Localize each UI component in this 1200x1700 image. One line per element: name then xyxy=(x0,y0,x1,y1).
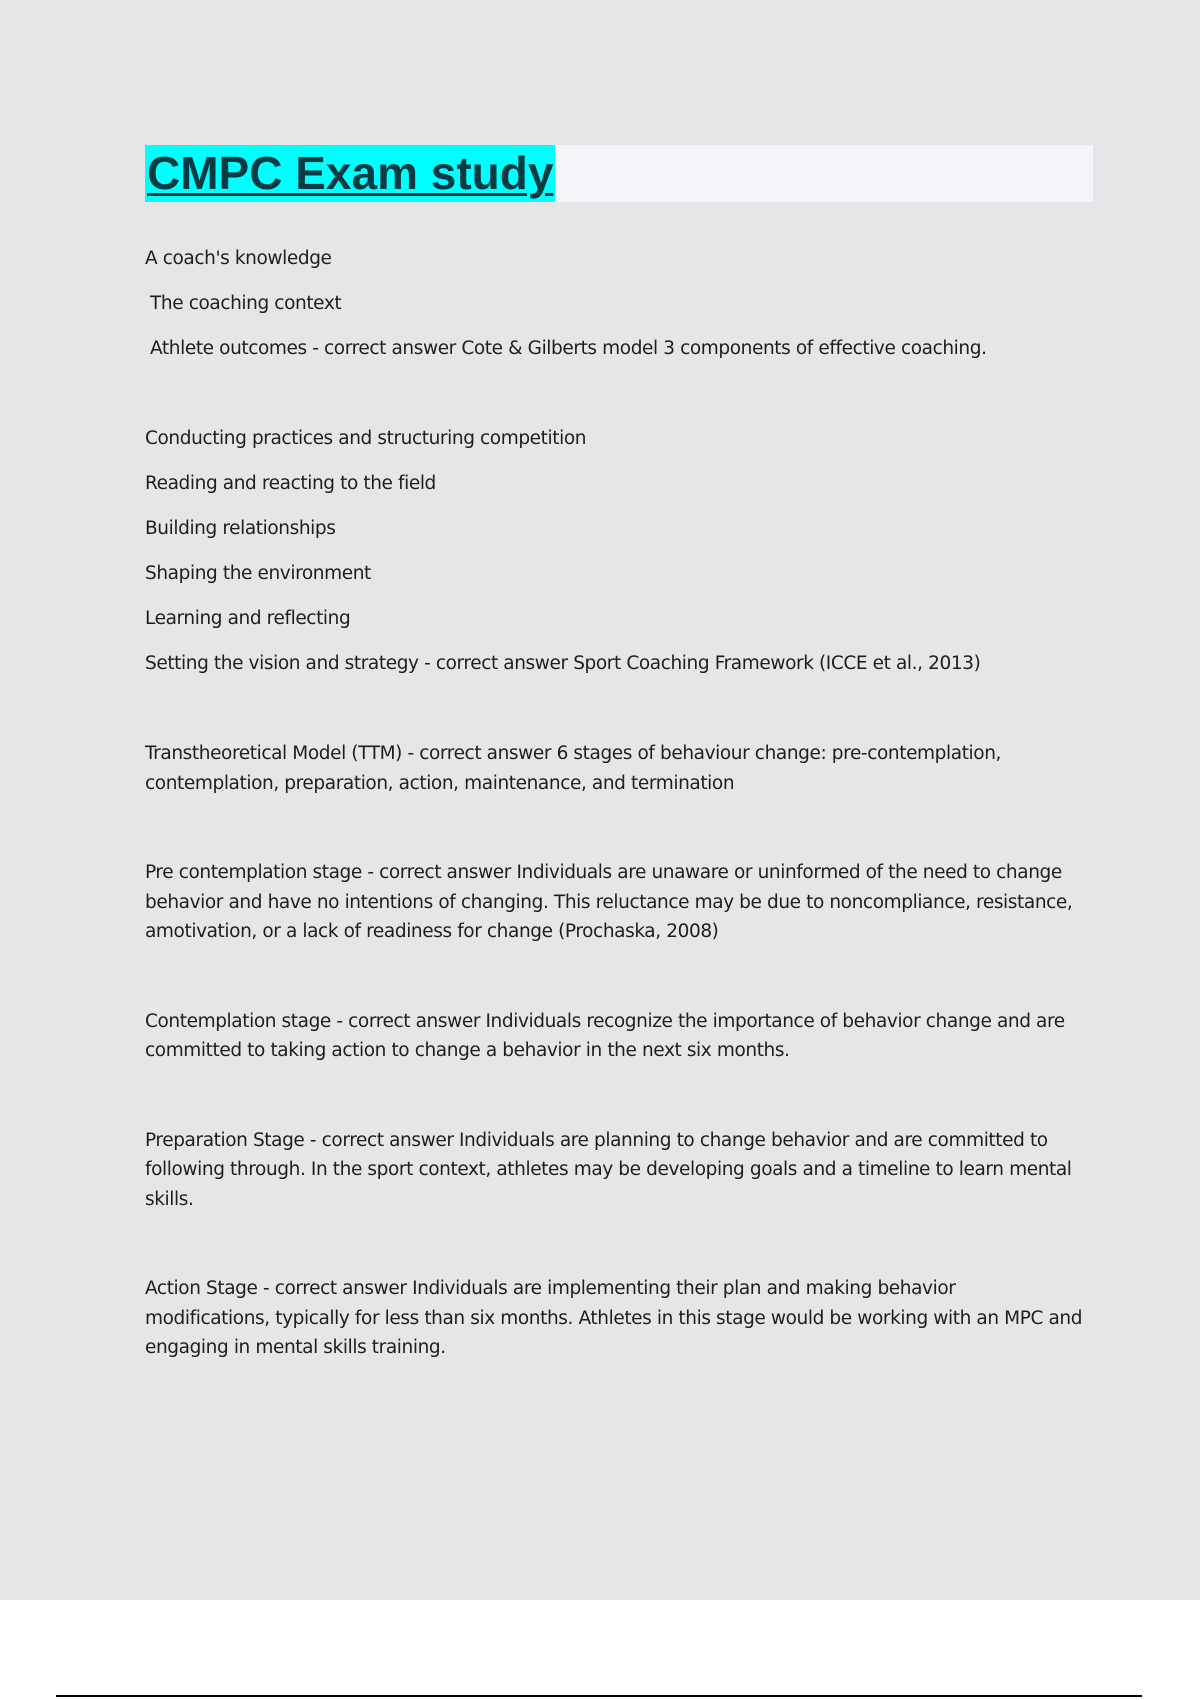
spacer xyxy=(145,694,1085,739)
paragraph-preparation: Preparation Stage - correct answer Individuals are planning to change behavior and are committed to following through. In the sport context, athletes may be developing goals and a timeline to learn mental skills. xyxy=(145,1129,1072,1210)
framework-item: Setting the vision and strategy - correct answer Sport Coaching Framework (ICCE et al., 2013) xyxy=(145,653,981,674)
text-line: The coaching context xyxy=(150,293,342,314)
framework-item: Learning and reflecting xyxy=(145,608,351,629)
paragraph-contemplation: Contemplation stage - correct answer Individuals recognize the importance of behavior change and are committed to taking action to change a behavior in the next six months. xyxy=(145,1010,1065,1061)
paragraph-precontemplation: Pre contemplation stage - correct answer Individuals are unaware or uninformed of the need to change behavior and have no intentions of changing. This reluctance may be due to noncompliance, resistance, amotivation, or a lack of readiness for change (Prochaska, 2008) xyxy=(145,862,1073,942)
paragraph-action: Action Stage - correct answer Individuals are implementing their plan and making behavior modifications, typically for less than six months. Athletes in this stage would be working with an MPC and engaging in mental skills training. xyxy=(145,1278,1083,1358)
framework-item: Conducting practices and structuring competition xyxy=(145,428,587,449)
framework-item: Shaping the environment xyxy=(145,563,371,584)
document-body xyxy=(145,244,1085,1363)
paragraph-ttm: Transtheoretical Model (TTM) - correct answer 6 stages of behaviour change: pre-contemplation, contemplation, preparation, action, maintenance, and termination xyxy=(145,743,1002,794)
footer-rule xyxy=(56,1695,1142,1697)
text-line: Athlete outcomes - correct answer Cote & Gilberts model 3 components of effective coaching. xyxy=(150,338,987,359)
page-title: CMPC Exam study xyxy=(145,145,555,202)
text-line: A coach's knowledge xyxy=(145,248,332,269)
framework-item: Building relationships xyxy=(145,518,336,539)
spacer xyxy=(145,379,1085,424)
framework-item: Reading and reacting to the field xyxy=(145,473,436,494)
